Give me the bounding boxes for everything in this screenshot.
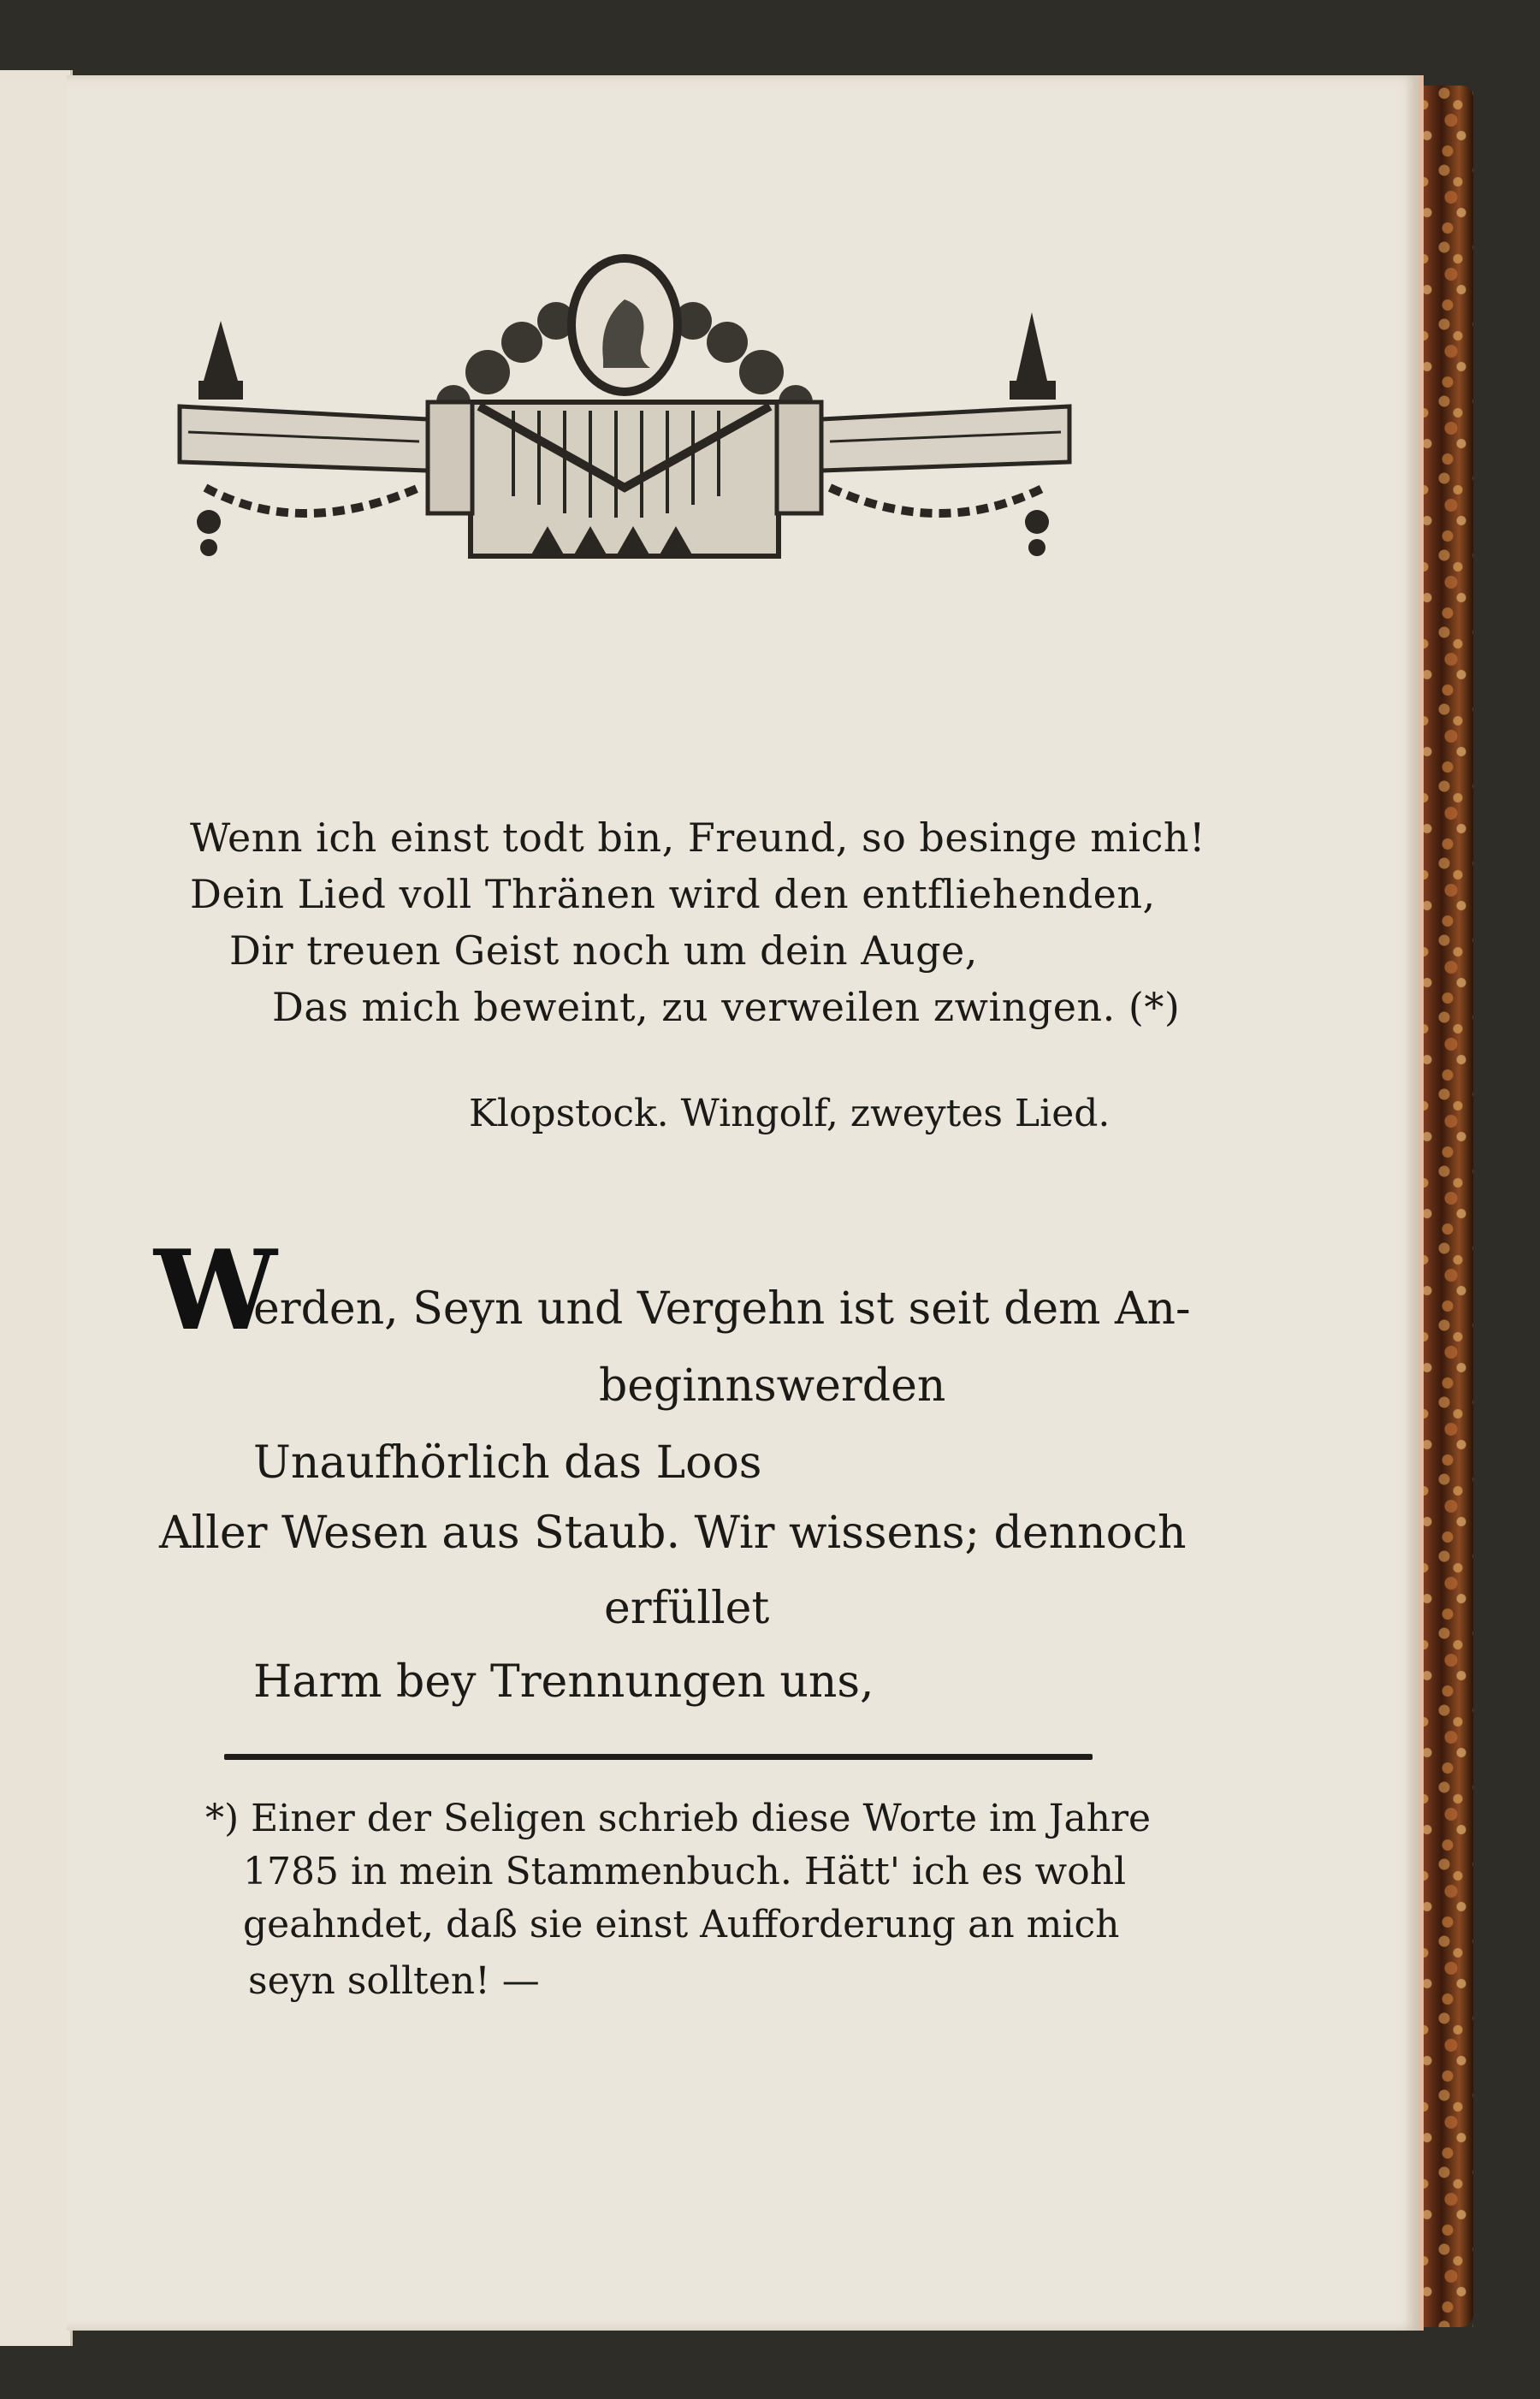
motto-line-1: Wenn ich einst todt bin, Freund, so besinge mich! [190,814,1205,861]
footnote-line-2: 1785 in mein Stammenbuch. Hätt' ich es wohl [243,1850,1127,1893]
footnote-line-3: geahndet, daß sie einst Aufforderung an mich [243,1903,1120,1946]
footnote-line-1: *) Einer der Seligen schrieb diese Worte im Jahre [205,1797,1152,1840]
motto-line-3: Dir treuen Geist noch um dein Auge, [229,927,978,974]
motto-line-4: Das mich beweint, zu verweilen zwingen. (*) [272,984,1181,1030]
poem-line-2: beginnswerden [599,1360,946,1412]
poem-line-3: Unaufhörlich das Loos [253,1437,762,1489]
poem-line-6: Harm bey Trennungen uns, [253,1656,874,1708]
drop-cap: W [154,1227,277,1355]
motto-attribution: Klopstock. Wingolf, zweytes Lied. [469,1092,1111,1135]
poem-line-1: erden, Seyn und Vergehn ist seit dem An- [253,1283,1191,1335]
poem-line-4: Aller Wesen aus Staub. Wir wissens; dennoch [159,1508,1187,1559]
footnote-line-4: seyn sollten! — [248,1959,540,2003]
footnote-rule [224,1754,1093,1760]
facing-page-edge [0,70,73,2346]
ornament-vignette [171,240,1078,582]
poem-line-5: erfüllet [604,1583,770,1634]
motto-line-2: Dein Lied voll Thränen wird den entfliehenden, [190,871,1156,917]
